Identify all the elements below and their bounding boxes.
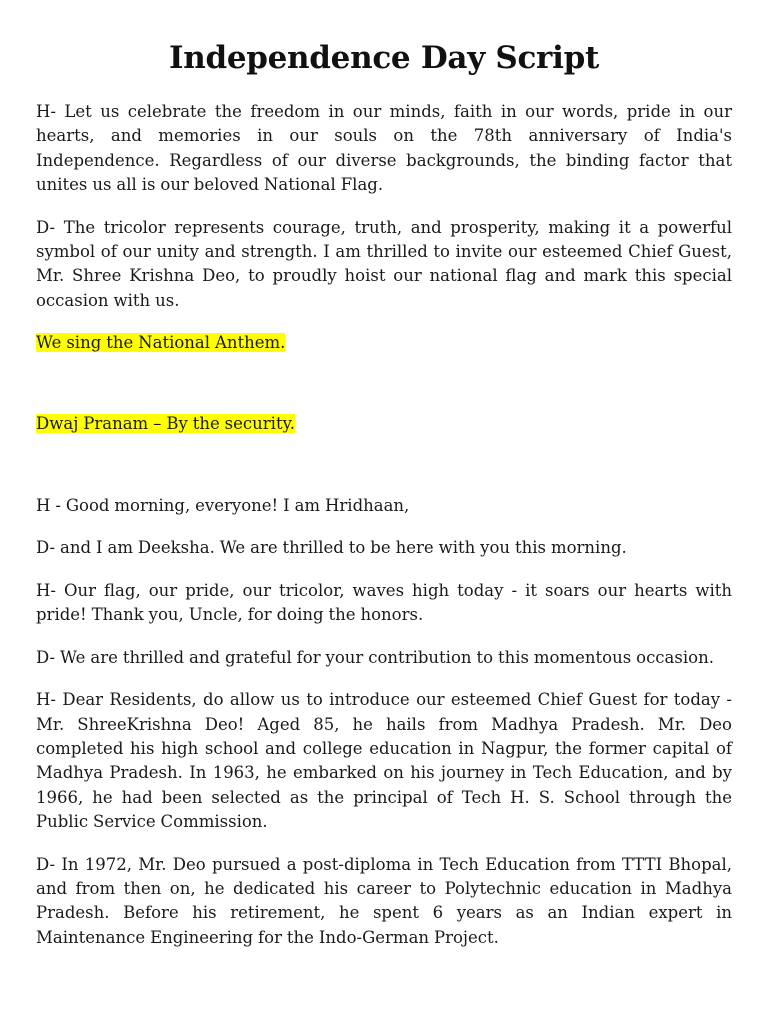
paragraph-greeting-h: H - Good morning, everyone! I am Hridhaan, xyxy=(36,496,410,516)
stage-direction-anthem xyxy=(36,331,732,355)
stage-direction-dwaj-pranam xyxy=(36,412,732,436)
paragraph-greeting-d: D- and I am Deeksha. We are thrilled to be here with you this morning. xyxy=(36,538,627,558)
highlighted-text: Dwaj Pranam – By the security. xyxy=(36,413,295,433)
paragraph-gratitude: D- We are thrilled and grateful for your contribution to this momentous occasion. xyxy=(36,647,714,667)
blank-space xyxy=(36,374,732,412)
paragraph-flag-pride: H- Our flag, our pride, our tricolor, waves high today - it soars our hearts with pride! Thank you, Uncle, for doing the honors. xyxy=(36,580,732,625)
paragraph-chief-guest-intro: H- Dear Residents, do allow us to introduce our esteemed Chief Guest for today - Mr. ShreeKrishna Deo! Aged 85, he hails from Madhya Pradesh. Mr. Deo completed his high school and college education in Nagpur, the former capital of Madhya Pradesh. In 1963, he embarked on his journey in Tech Education, and by 1966, he had been selected as the principal of Tech H. S. School through the Public Service Commission. xyxy=(36,690,732,832)
paragraph-opening-h: H- Let us celebrate the freedom in our minds, faith in our words, pride in our hearts, and memories in our souls on the 78th anniversary of India's Independence. Regardless of our diverse backgrounds, the binding factor that unites us all is our beloved National Flag. xyxy=(36,102,732,195)
document-title: Independence Day Script xyxy=(169,40,599,76)
paragraph-chief-guest-career: D- In 1972, Mr. Deo pursued a post-diploma in Tech Education from TTTI Bhopal, and from then on, he dedicated his career to Polytechnic education in Madhya Pradesh. Before his retirement, he spent 6 years as an Indian expert in Maintenance Engineering for the Indo-German Project. xyxy=(36,854,732,947)
blank-space xyxy=(36,454,732,494)
paragraph-opening-d: D- The tricolor represents courage, truth, and prosperity, making it a powerful symbol of our unity and strength. I am thrilled to invite our esteemed Chief Guest, Mr. Shree Krishna Deo, to proudly hoist our national flag and mark this special occasion with us. xyxy=(36,217,732,310)
highlighted-text: We sing the National Anthem. xyxy=(36,333,286,353)
